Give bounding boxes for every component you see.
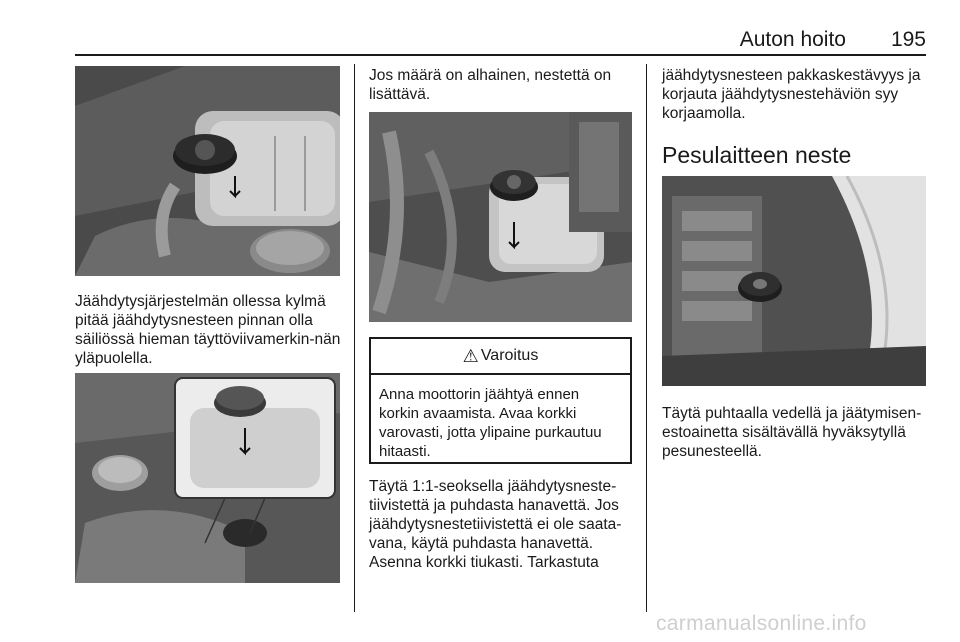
header-rule bbox=[75, 54, 926, 56]
watermark: carmanualsonline.info bbox=[656, 612, 867, 635]
low-level-paragraph: Jos määrä on alhainen, nestettä on lisättävä. bbox=[369, 67, 612, 103]
warning-title: Varoitus bbox=[480, 347, 539, 364]
warning-header bbox=[371, 339, 630, 375]
washer-reservoir-photo bbox=[662, 176, 926, 386]
page-header bbox=[75, 24, 926, 54]
coolant-tank-detail-photo bbox=[75, 373, 340, 583]
column-divider-1 bbox=[354, 64, 355, 612]
fill-instructions-paragraph: Täytä 1:1-seoksella jäähdytysneste-tiivistettä ja puhdasta hanavettä. Jos jäähdytysnestetiivistettä ei ole saata-vana, käytä puhdasta hanavettä. Asenna korkki tiukasti. Tarkastuta bbox=[369, 478, 622, 571]
antifreeze-check-paragraph: jäähdytysnesteen pakkaskestävyys ja korjauta jäähdytysnestehäviön syy korjaamolla. bbox=[662, 67, 921, 122]
warning-box bbox=[369, 337, 632, 464]
section-title-washer-fluid: Pesulaitteen neste bbox=[662, 142, 852, 168]
warning-text: Anna moottorin jäähtyä ennen korkin avaamista. Avaa korkki varovasti, jotta ylipaine purkautuu hitaasti. bbox=[379, 386, 602, 460]
coolant-level-paragraph: Jäähdytysjärjestelmän ollessa kylmä pitää jäähdytysnesteen pinnan olla säiliössä hieman täyttöviivamerkin-nän yläpuolella. bbox=[75, 293, 341, 367]
coolant-tank-photo bbox=[75, 66, 340, 276]
chapter-title: Auton hoito bbox=[739, 28, 846, 51]
column-divider-2 bbox=[646, 64, 647, 612]
warning-triangle-icon: ⚠ bbox=[462, 345, 479, 366]
page-number: 195 bbox=[890, 28, 926, 51]
coolant-fill-photo bbox=[369, 112, 632, 322]
washer-fluid-paragraph: Täytä puhtaalla vedellä ja jäätymisen-estoainetta sisältävällä hyväksytyllä pesunesteellä. bbox=[662, 405, 922, 460]
